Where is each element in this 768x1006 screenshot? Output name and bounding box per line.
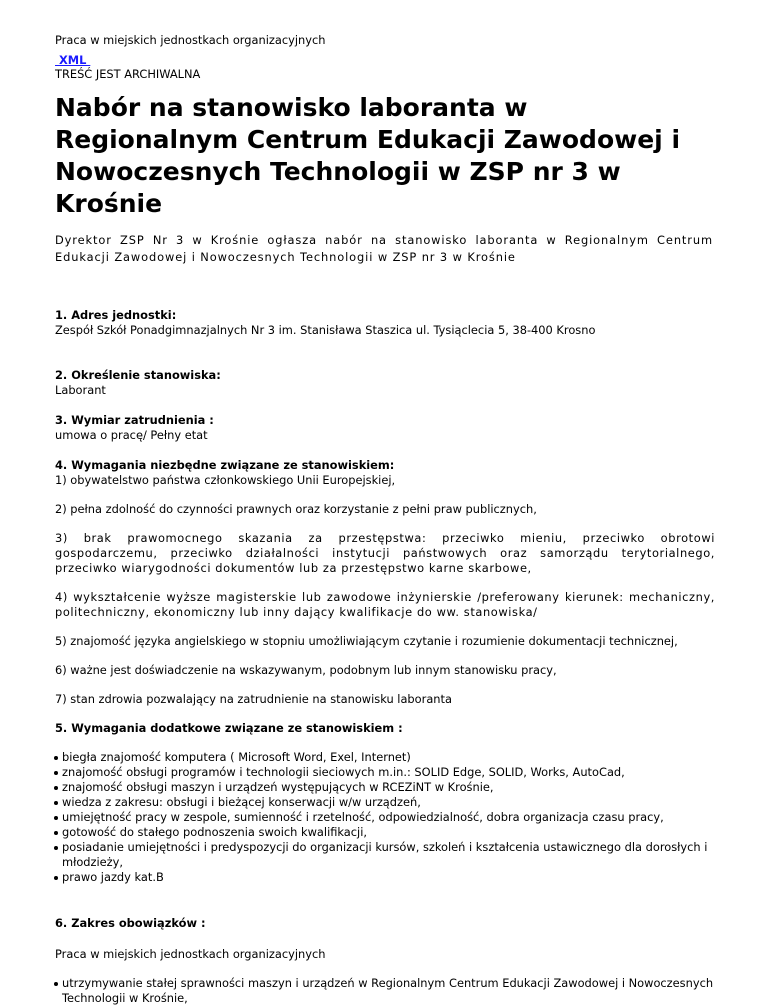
list-item: znajomość obsługi programów i technologii sieciowych m.in.: SOLID Edge, SOLID, Works, AutoCad, — [55, 765, 715, 780]
category-footer: Praca w miejskich jednostkach organizacyjnych — [55, 947, 326, 961]
requirement-item: 5) znajomość języka angielskiego w stopniu umożliwiającym czytanie i rozumienie dokumentacji technicznej, — [55, 634, 678, 648]
list-item: prawo jazdy kat.B — [55, 870, 715, 885]
xml-link[interactable]: XML — [55, 53, 91, 67]
requirement-item: 2) pełna zdolność do czynności prawnych oraz korzystanie z pełni praw publicznych, — [55, 502, 537, 516]
section-3-value: umowa o pracę/ Pełny etat — [55, 428, 208, 442]
section-4-heading: 4. Wymagania niezbędne związane ze stanowiskiem: — [55, 458, 395, 472]
requirement-item: 6) ważne jest doświadczenie na wskazywanym, podobnym lub innym stanowisku pracy, — [55, 663, 557, 677]
list-item: umiejętność pracy w zespole, sumienność i rzetelność, odpowiedzialność, dobra organizacja czasu pracy, — [55, 810, 715, 825]
list-item: utrzymywanie stałej sprawności maszyn i urządzeń w Regionalnym Centrum Edukacji Zawodowej i Nowoczesnych Technologii w Krośnie, — [55, 976, 715, 1006]
list-item: wiedza z zakresu: obsługi i bieżącej konserwacji w/w urządzeń, — [55, 795, 715, 810]
requirement-item: 1) obywatelstwo państwa członkowskiego Unii Europejskiej, — [55, 473, 396, 487]
intro-paragraph: Dyrektor ZSP Nr 3 w Krośnie ogłasza nabór na stanowisko laboranta w Regionalnym Centrum Edukacji Zawodowej i Nowoczesnych Technologii w ZSP nr 3 w Krośnie — [55, 233, 713, 264]
requirement-item: 4) wykształcenie wyższe magisterskie lub zawodowe inżynierskie /preferowany kierunek: mechaniczny, politechniczny, ekonomiczny lub inny dający kwalifikacje do ww. stanowiska/ — [55, 590, 715, 619]
section-3-heading: 3. Wymiar zatrudnienia : — [55, 413, 214, 427]
duties-list — [55, 976, 715, 1006]
section-5-heading: 5. Wymagania dodatkowe związane ze stanowiskiem : — [55, 721, 403, 735]
list-item: biegła znajomość komputera ( Microsoft Word, Exel, Internet) — [55, 750, 715, 765]
section-2-heading: 2. Określenie stanowiska: — [55, 368, 221, 382]
additional-requirements-list — [55, 750, 715, 885]
requirement-item: 3) brak prawomocnego skazania za przestępstwa: przeciwko mieniu, przeciwko obrotowi gospodarczemu, przeciwko działalności instytucji państwowych oraz samorządu terytorialnego, przeciwko wiarygodności dokumentów lub za przestępstwo karne skarbowe, — [55, 531, 715, 575]
document-content — [55, 308, 715, 1006]
section-1-value: Zespół Szkół Ponadgimnazjalnych Nr 3 im. Stanisława Staszica ul. Tysiąclecia 5, 38-400 Krosno — [55, 323, 596, 337]
section-2-value: Laborant — [55, 383, 106, 397]
category-header: Praca w miejskich jednostkach organizacyjnych — [55, 33, 326, 47]
page-title: Nabór na stanowisko laboranta w Regionalnym Centrum Edukacji Zawodowej i Nowoczesnych Technologii w ZSP nr 3 w Krośnie — [55, 93, 681, 218]
archive-notice: TREŚĆ JEST ARCHIWALNA — [55, 67, 201, 81]
list-item: znajomość obsługi maszyn i urządzeń występujących w RCEZiNT w Krośnie, — [55, 780, 715, 795]
section-6-heading: 6. Zakres obowiązków : — [55, 916, 206, 930]
requirement-item: 7) stan zdrowia pozwalający na zatrudnienie na stanowisku laboranta — [55, 692, 452, 706]
list-item: gotowość do stałego podnoszenia swoich kwalifikacji, — [55, 825, 715, 840]
section-1-heading: 1. Adres jednostki: — [55, 308, 177, 322]
list-item: posiadanie umiejętności i predyspozycji do organizacji kursów, szkoleń i kształcenia ustawicznego dla dorosłych i młodzieży, — [55, 840, 715, 870]
